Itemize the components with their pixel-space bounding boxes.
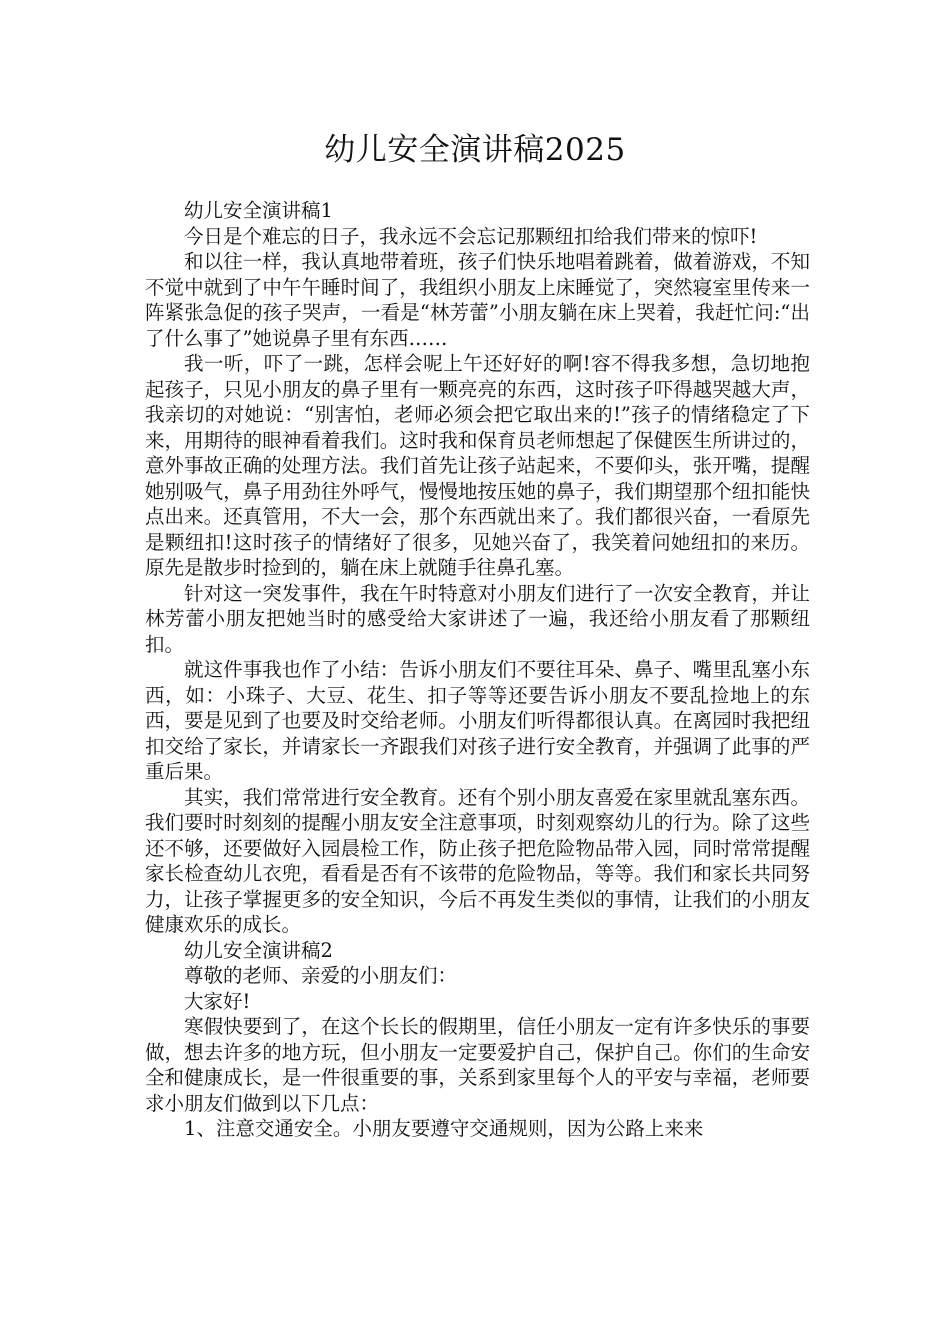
paragraph: 今日是个难忘的日子，我永远不会忘记那颗纽扣给我们带来的惊吓! bbox=[184, 224, 758, 248]
paragraph: 针对这一突发事件，我在午时特意对小朋友们进行了一次安全教育，并让林芳蕾小朋友把她当时的感受给大家讲述了一遍，我还给小朋友看了那颗纽扣。 bbox=[145, 581, 810, 656]
paragraph: 和以往一样，我认真地带着班，孩子们快乐地唱着跳着，做着游戏，不知不觉中就到了中午午睡时间了，我组织小朋友上床睡觉了，突然寝室里传来一阵紧张急促的孩子哭声，一看是“林芳蕾”小朋友躺在床上哭着，我赶忙问:“出了什么事了”她说鼻子里有东西…… bbox=[145, 250, 810, 350]
paragraph: 其实，我们常常进行安全教育。还有个别小朋友喜爱在家里就乱塞东西。我们要时时刻刻的提醒小朋友安全注意事项，时刻观察幼儿的行为。除了这些还不够，还要做好入园晨检工作，防止孩子把危险物品带入园，同时常常提醒家长检查幼儿衣兜，看看是否有不该带的危险物品，等等。我们和家长共同努力，让孩子掌握更多的安全知识，今后不再发生类似的事情，让我们的小朋友健康欢乐的成长。 bbox=[145, 785, 810, 936]
paragraph: 就这件事我也作了小结：告诉小朋友们不要往耳朵、鼻子、嘴里乱塞小东西，如：小珠子、大豆、花生、扣子等等还要告诉小朋友不要乱捡地上的东西，要是见到了也要及时交给老师。小朋友们听得都很认真。在离园时我把纽扣交给了家长，并请家长一齐跟我们对孩子进行安全教育，并强调了此事的严重后果。 bbox=[145, 658, 810, 783]
document-body bbox=[145, 198, 810, 1142]
salutation: 尊敬的老师、亲爱的小朋友们： bbox=[184, 964, 458, 987]
heading-speech-2: 幼儿安全演讲稿2 bbox=[184, 938, 333, 962]
document-title: 幼儿安全演讲稿2025 bbox=[324, 132, 626, 168]
paragraph: 寒假快要到了，在这个长长的假期里，信任小朋友一定有许多快乐的事要做，想去许多的地方玩，但小朋友一定要爱护自己，保护自己。你们的生命安全和健康成长，是一件很重要的事，关系到家里每个人的平安与幸福，老师要求小朋友们做到以下几点： bbox=[145, 1015, 810, 1115]
paragraph: 1、注意交通安全。小朋友要遵守交通规则，因为公路上来来 bbox=[184, 1117, 704, 1140]
greeting: 大家好! bbox=[184, 989, 251, 1013]
heading-speech-1: 幼儿安全演讲稿1 bbox=[184, 199, 333, 222]
paragraph: 我一听，吓了一跳，怎样会呢上午还好好的啊!容不得我多想，急切地抱起孩子，只见小朋友的鼻子里有一颗亮亮的东西，这时孩子吓得越哭越大声，我亲切的对她说：“别害怕，老师必须会把它取出来的!”孩子的情绪稳定了下来，用期待的眼神看着我们。这时我和保育员老师想起了保健医生所讲过的，意外事故正确的处理方法。我们首先让孩子站起来，不要仰头，张开嘴，提醒她别吸气，鼻子用劲往外呼气，慢慢地按压她的鼻子，我们期望那个纽扣能快点出来。还真管用，不大一会，那个东西就出来了。我们都很兴奋，一看原先是颗纽扣!这时孩子的情绪好了很多，见她兴奋了，我笑着问她纽扣的来历。原先是散步时捡到的，躺在床上就随手往鼻孔塞。 bbox=[145, 352, 810, 579]
